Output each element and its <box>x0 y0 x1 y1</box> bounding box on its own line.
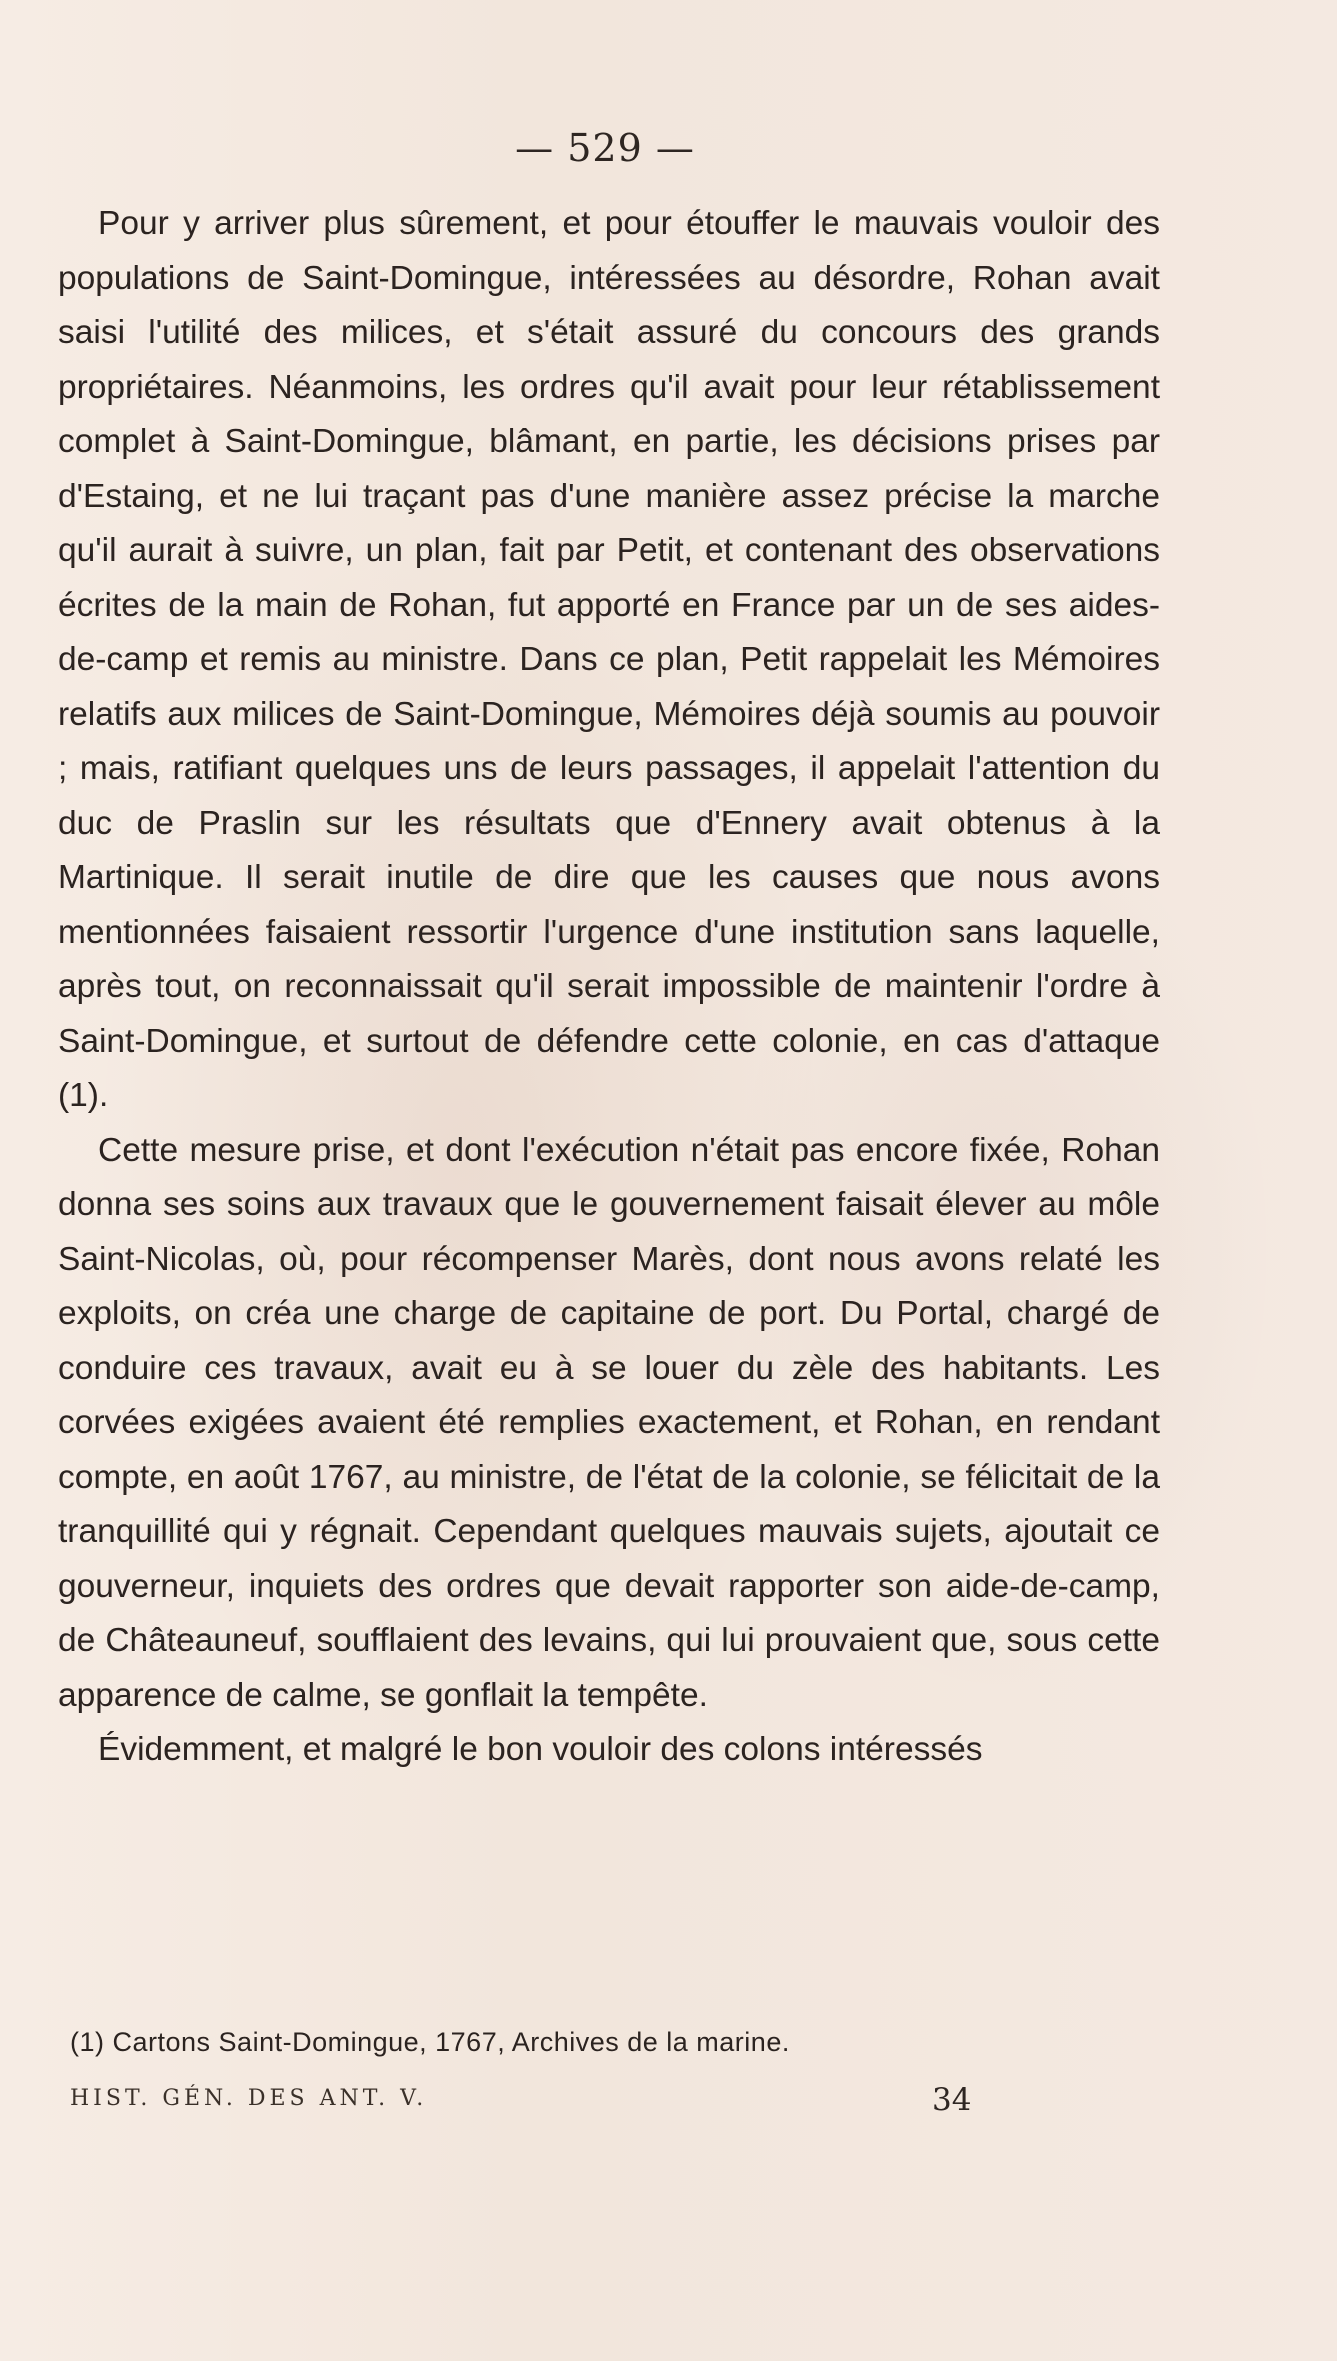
page-number: — 529 — <box>515 126 695 170</box>
signature-line: HIST. GÉN. DES ANT. V. <box>70 2086 428 2111</box>
paragraph-1: Pour y arriver plus sûrement, et pour étouffer le mauvais vouloir des populations de Saint-Domingue, intéressées au désordre, Rohan avait saisi l'utilité des milices, et s'était assuré du concours des grands propriétaires. Néanmoins, les ordres qu'il avait pour leur rétablissement complet à Saint-Domingue, blâmant, en partie, les décisions prises par d'Estaing, et ne lui traçant pas d'une manière assez précise la marche qu'il aurait à suivre, un plan, fait par Petit, et contenant des observations écrites de la main de Rohan, fut apporté en France par un de ses aides-de-camp et remis au ministre. Dans ce plan, Petit rappelait les Mémoires relatifs aux milices de Saint-Domingue, Mémoires déjà soumis au pouvoir ; mais, ratifiant quelques uns de leurs passages, il appelait l'attention du duc de Praslin sur les résultats que d'Ennery avait obtenus à la Martinique. Il serait inutile de dire que les causes que nous avons mentionnées faisaient ressortir l'urgence d'une institution sans laquelle, après tout, on reconnaissait qu'il serait impossible de maintenir l'ordre à Saint-Domingue, et surtout de défendre cette colonie, en cas d'attaque (1). <box>58 205 1160 1114</box>
paragraph-2: Cette mesure prise, et dont l'exécution n'était pas encore fixée, Rohan donna ses soins aux travaux que le gouvernement faisait élever au môle Saint-Nicolas, où, pour récompenser Marès, dont nous avons relaté les exploits, on créa une charge de capitaine de port. Du Portal, chargé de conduire ces travaux, avait eu à se louer du zèle des habitants. Les corvées exigées avaient été remplies exactement, et Rohan, en rendant compte, en août 1767, au ministre, de l'état de la colonie, se félicitait de la tranquillité qui y régnait. Cependant quelques mauvais sujets, ajoutait ce gouverneur, inquiets des ordres que devait rapporter son aide-de-camp, de Châteauneuf, soufflaient des levains, qui lui prouvaient que, sous cette apparence de calme, se gonflait la tempête. <box>58 1131 1160 1714</box>
sheet-number: 34 <box>932 2082 972 2118</box>
paragraph-3: Évidemment, et malgré le bon vouloir des colons intéressés <box>98 1731 983 1768</box>
main-text <box>58 197 1160 1778</box>
footnote: (1) Cartons Saint-Domingue, 1767, Archives de la marine. <box>70 2027 790 2057</box>
